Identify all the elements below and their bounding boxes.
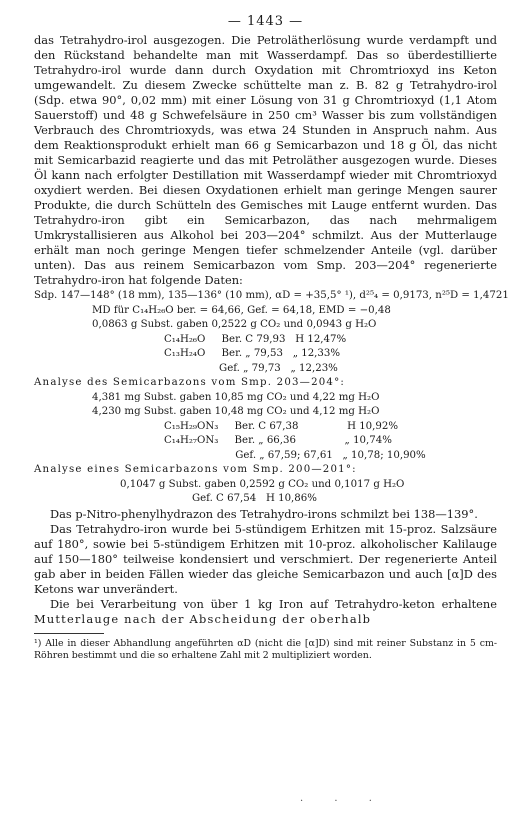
data-line: C₁₄H₂₇ON₃ Ber. „ 66,36 „ 10,74% [164, 435, 392, 446]
data-line: Sdp. 147—148° (18 mm), 135—136° (10 mm), αD = +35,5° ¹), d²⁵₄ = 0,9173, n²⁵D = 1,4721 [34, 290, 509, 301]
data-line: C₁₄H₂₆O Ber. C 79,93 H 12,47% [164, 333, 347, 345]
paragraph: Das p-Nitro-phenylhydrazon des Tetrahydro-irons schmilzt bei 138—139°. [50, 506, 478, 521]
scan-specks: · · · [300, 796, 386, 807]
footnote-rule [34, 633, 104, 634]
paragraph-text: Die bei Verarbeitung von über 1 kg Iron auf Tetrahydro-keton erhaltene [50, 596, 497, 611]
page-number: — 1443 — [227, 14, 304, 29]
document-page [34, 14, 509, 663]
data-line: 4,230 mg Subst. gaben 10,48 mg CO₂ und 4,12 mg H₂O [92, 406, 380, 417]
data-line: 4,381 mg Subst. gaben 10,85 mg CO₂ und 4,22 mg H₂O [92, 391, 380, 403]
analysis-block-2 [34, 478, 497, 506]
spaced-text: Mutterlauge nach der Abscheidung der oberhalb [34, 611, 372, 626]
data-line: C₁₃H₂₄O Ber. „ 79,53 „ 12,33% [164, 348, 341, 359]
data-line: 0,1047 g Subst. gaben 0,2592 g CO₂ und 0,1017 g H₂O [120, 478, 405, 490]
paragraph-main: das Tetrahydro-irol ausgezogen. Die Petrolätherlösung wurde verdampft und den Rückstand behandelte man mit Wasserdampf. Das so überdestillierte Tetrahydro-irol wurde dann durch Oxydation mit Chromtrioxyd ins Keton umgewandelt. Zu diesem Zwecke schüttelte man z. B. 82 g Tetrahydro-irol (Sdp. etwa 90°, 0,02 mm) mit einer Lösung von 31 g Chromtrioxyd (1,1 Atom Sauerstoff) und 48 g Schwefelsäure in 250 cm³ Wasser bis zum vollständigen Verbrauch des Chromtrioxyds, was etwa 24 Stunden in Anspruch nahm. Aus dem Reaktionsprodukt erhielt man 66 g Semicarbazon und 18 g Öl, das nicht mit Semicarbazid reagierte und das mit Petroläther ausgezogen wurde. Dieses Öl kann nach erfolgter Destillation mit Wasserdampf wieder mit Chromtrioxyd oxydiert werden. Bei diesen Oxydationen erhielt man geringe Mengen saurer Produkte, die durch Schütteln des Gemisches mit Lauge entfernt wurden. Das Tetrahydro-iron gibt ein Semicarbazon, das nach mehrmaligem Umkrystallisieren aus Alkohol bei 203—204° schmilzt. Aus der Mutterlauge erhält man noch geringe Mengen tiefer schmelzender Anteile (vgl. darüber unten). Das aus reinem Semicarbazon vom Smp. 203—204° regenerierte Tetrahydro-iron hat folgende Daten: [34, 33, 497, 287]
data-line: Gef. „ 67,59; 67,61 „ 10,78; 10,90% [164, 449, 426, 461]
data-line: Gef. C 67,54 H 10,86% [192, 493, 317, 504]
analysis-heading: Analyse des Semicarbazons vom Smp. 203—204°: [34, 377, 346, 388]
paragraph: Das Tetrahydro-iron wurde bei 5-stündigem Erhitzen mit 15-proz. Salzsäure auf 180°, sowie bei 5-stündigem Erhitzen mit 10-proz. alkoholischer Kalilauge auf 150—180° teilweise kondensiert und verschmiert. Der regenerierte Anteil gab aber in beiden Fällen wieder das gleiche Semicarbazon und auch [α]D des Ketons war unverändert. [34, 521, 497, 596]
data-line: 0,0863 g Subst. gaben 0,2522 g CO₂ und 0,0943 g H₂O [92, 319, 377, 330]
data-line: Gef. „ 79,73 „ 12,23% [164, 362, 338, 374]
paragraph [34, 597, 497, 627]
analysis-heading: Analyse eines Semicarbazons vom Smp. 200—201°: [34, 464, 357, 475]
physical-data-block [34, 289, 509, 375]
data-line: C₁₅H₂₉ON₃ Ber. C 67,38 H 10,92% [164, 420, 399, 432]
data-line: MD für C₁₄H₂₆O ber. = 64,66, Gef. = 64,18, EMD = −0,48 [92, 304, 391, 316]
analysis-block-1 [34, 391, 497, 463]
footnote: ¹) Alle in dieser Abhandlung angeführten αD (nicht die [α]D) sind mit reiner Substanz in 5 cm-Röhren bestimmt und die so erhaltene Zahl mit 2 multipliziert worden. [34, 637, 497, 661]
